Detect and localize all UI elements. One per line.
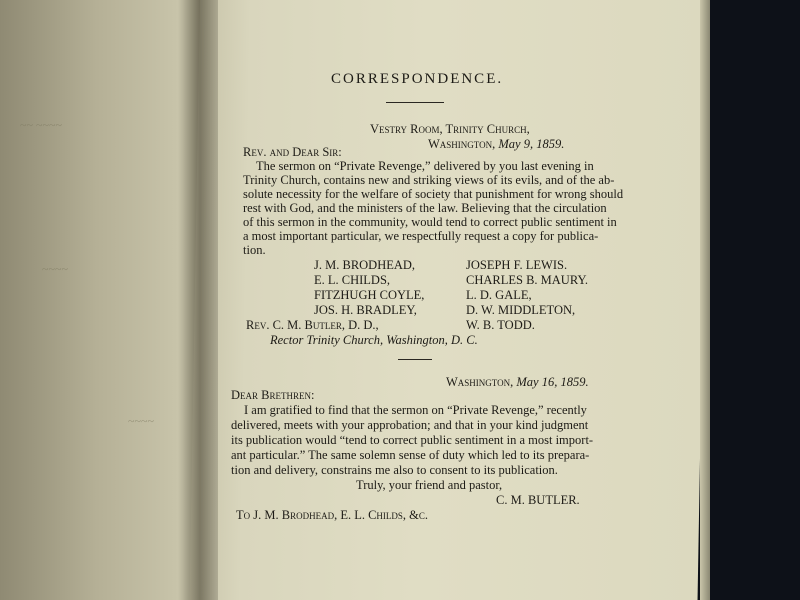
signer-left: JOS. H. BRADLEY, [314, 303, 417, 317]
letter2-place: Washington, [446, 375, 514, 389]
addressee-name: Rev. C. M. Butler, D. D., [246, 318, 379, 332]
addressee-title: Rector Trinity Church, Washington, D. C. [270, 333, 478, 347]
signer-right: CHARLES B. MAURY. [466, 273, 589, 287]
signer-left: E. L. CHILDS, [314, 273, 391, 287]
letter1-body-line: solute necessity for the welfare of society that punishment for wrong should [243, 187, 624, 201]
letter2-date: May 16, 1859. [516, 375, 589, 389]
signer-right: W. B. TODD. [466, 318, 535, 332]
letter2-place-date [446, 375, 589, 389]
signer-left: FITZHUGH COYLE, [314, 288, 425, 302]
letter1-body-line: tion. [243, 243, 266, 257]
signer-right: JOSEPH F. LEWIS. [466, 258, 568, 272]
title-rule [386, 102, 444, 103]
letter2-body-line: ant particular.” The same solemn sense of duty which led to its prepara- [231, 448, 590, 462]
bleed-through-text: ~~~~ [42, 262, 68, 276]
bleed-through-text: ~~ ~~~~ [20, 118, 62, 132]
signer-left: J. M. BRODHEAD, [314, 258, 416, 272]
signer-right: L. D. GALE, [466, 288, 532, 302]
letter1-place-city: Washington, [428, 137, 496, 151]
signer-right: D. W. MIDDLETON, [466, 303, 576, 317]
letter2-body-line: I am gratified to find that the sermon on “Private Revenge,” recently [244, 403, 587, 417]
letter2-body-line: tion and delivery, constrains me also to consent to its publication. [231, 463, 558, 477]
bleed-through-text: ~~~~ [128, 414, 154, 428]
letter-divider-rule [398, 359, 432, 360]
letter2-salutation: Dear Brethren: [231, 388, 315, 402]
letter2-to-line: To J. M. Brodhead, E. L. Childs, &c. [236, 508, 429, 522]
letter1-place-line1: Vestry Room, Trinity Church, [370, 122, 530, 136]
page-title: CORRESPONDENCE. [331, 71, 504, 87]
letter1-body-line: Trinity Church, contains new and striking views of its evils, and of the ab- [243, 173, 615, 187]
letter1-salutation: Rev. and Dear Sir: [243, 145, 342, 159]
letter2-closing: Truly, your friend and pastor, [356, 478, 503, 492]
letter1-body-line: The sermon on “Private Revenge,” delivered by you last evening in [256, 159, 594, 173]
letter2-body-line: delivered, meets with your approbation; and that in your kind judgment [231, 418, 589, 432]
letter2-signature: C. M. BUTLER. [496, 493, 580, 507]
letter1-date: May 9, 1859. [498, 137, 565, 151]
letter1-body-line: of this sermon in the community, would tend to correct public sentiment in [243, 215, 617, 229]
letter2-body-line: its publication would “tend to correct public sentiment in a most import- [231, 433, 594, 447]
letter1-place-line2 [428, 137, 564, 151]
letter1-body-line: rest with God, and the ministers of the law. Believing that the circulation [243, 201, 607, 215]
letter1-body-line: a most important particular, we respectfully request a copy for publica- [243, 229, 599, 243]
